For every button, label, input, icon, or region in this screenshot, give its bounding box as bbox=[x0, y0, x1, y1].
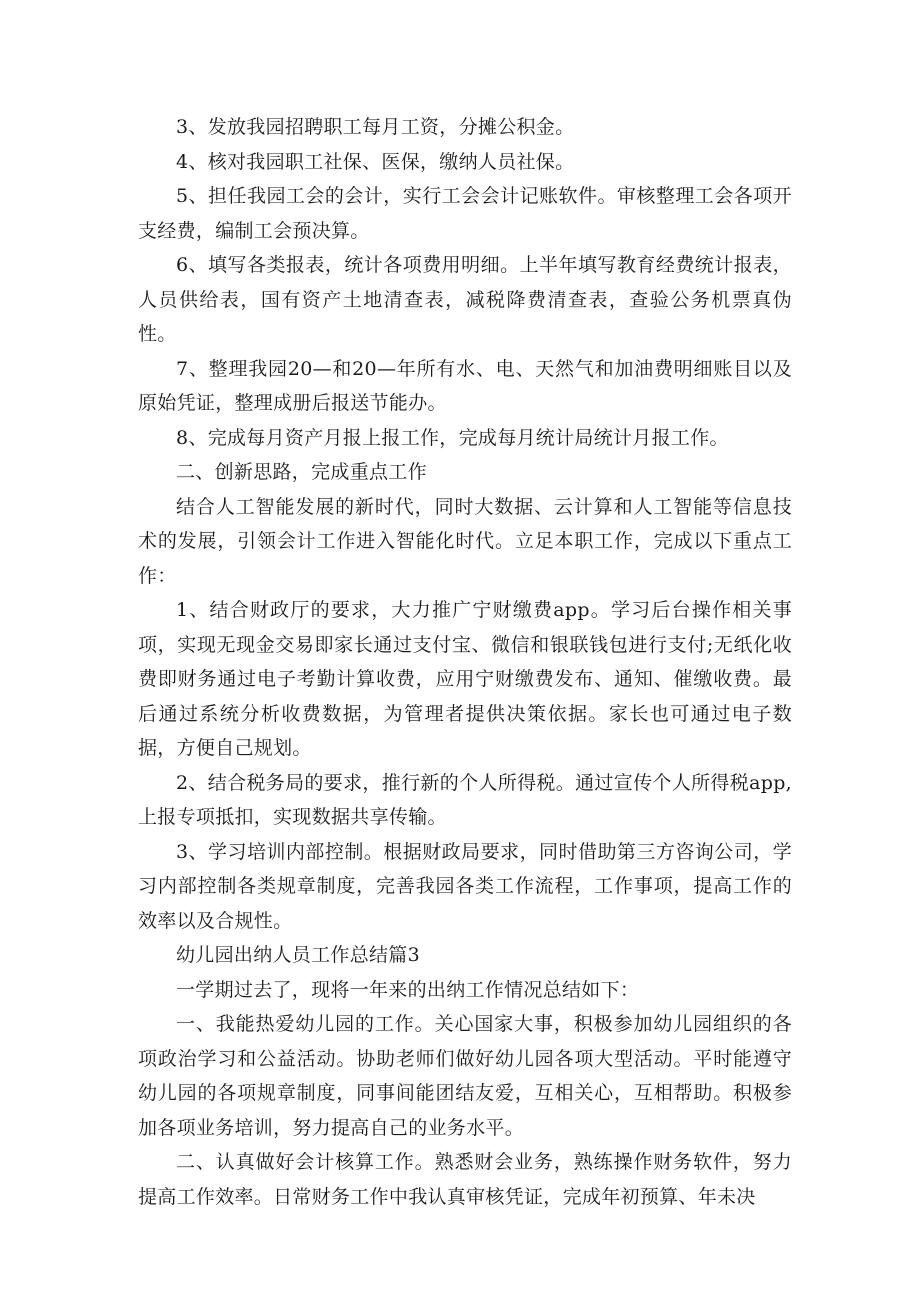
paragraph-item-3-salary: 3、发放我园招聘职工每月工资，分摊公积金。 bbox=[176, 116, 575, 138]
paragraph-item-7-utilities: 7、整理我园20—和20—年所有水、电、天然气和加油费明细账目以及原始凭证，整理成册后报送节能办。 bbox=[138, 357, 792, 414]
paragraph-section-two-accounting: 二、认真做好会计核算工作。熟悉财会业务，熟练操作财务软件，努力提高工作效率。日常财务工作中我认真审核凭证，完成年初预算、年未决 bbox=[138, 1151, 792, 1208]
section-heading-key-work: 二、创新思路，完成重点工作 bbox=[176, 461, 427, 483]
paragraph-item-5-union-accounting: 5、担任我园工会的会计，实行工会会计记账软件。审核整理工会各项开支经费，编制工会预决算。 bbox=[138, 185, 792, 242]
paragraph-intro-ai-era: 结合人工智能发展的新时代，同时大数据、云计算和人工智能等信息技术的发展，引领会计工作进入智能化时代。立足本职工作，完成以下重点工作： bbox=[138, 495, 792, 587]
paragraph-item-6-reports: 6、填写各类报表，统计各项费用明细。上半年填写教育经费统计报表，人员供给表，国有资产土地清查表，减税降费清查表，查验公务机票真伪性。 bbox=[138, 254, 792, 345]
paragraph-item-8-monthly-reports: 8、完成每月资产月报上报工作，完成每月统计局统计月报工作。 bbox=[176, 426, 729, 449]
paragraph-item-4-insurance: 4、核对我园职工社保、医保，缴纳人员社保。 bbox=[176, 150, 575, 173]
article-title-part-3: 幼儿园出纳人员工作总结篇3 bbox=[176, 944, 420, 966]
paragraph-item-2-income-tax: 2、结合税务局的要求，推行新的个人所得税。通过宣传个人所得税app,上报专项抵扣，实现数据共享传输。 bbox=[138, 771, 792, 828]
document-body bbox=[138, 110, 792, 1214]
paragraph-item-3-internal-control: 3、学习培训内部控制。根据财政局要求，同时借助第三方咨询公司，学习内部控制各类规章制度，完善我园各类工作流程，工作事项，提高工作的效率以及合规性。 bbox=[138, 840, 792, 932]
paragraph-summary-intro: 一学期过去了，现将一年来的出纳工作情况总结如下： bbox=[176, 978, 640, 1001]
paragraph-item-1-payment-app: 1、结合财政厅的要求，大力推广宁财缴费app。学习后台操作相关事项，实现无现金交易即家长通过支付宝、微信和银联钱包进行支付;无纸化收费即财务通过电子考勤计算收费，应用宁财缴费发布、通知、催缴收费。最后通过系统分析收费数据，为管理者提供决策依据。家长也可通过电子数据，方便自己规划。 bbox=[138, 599, 792, 759]
paragraph-section-one-love-work: 一、我能热爱幼儿园的工作。关心国家大事，积极参加幼儿园组织的各项政治学习和公益活动。协助老师们做好幼儿园各项大型活动。平时能遵守幼儿园的各项规章制度，同事间能团结友爱，互相关心，互相帮助。积极参加各项业务培训，努力提高自己的业务水平。 bbox=[138, 1013, 792, 1139]
